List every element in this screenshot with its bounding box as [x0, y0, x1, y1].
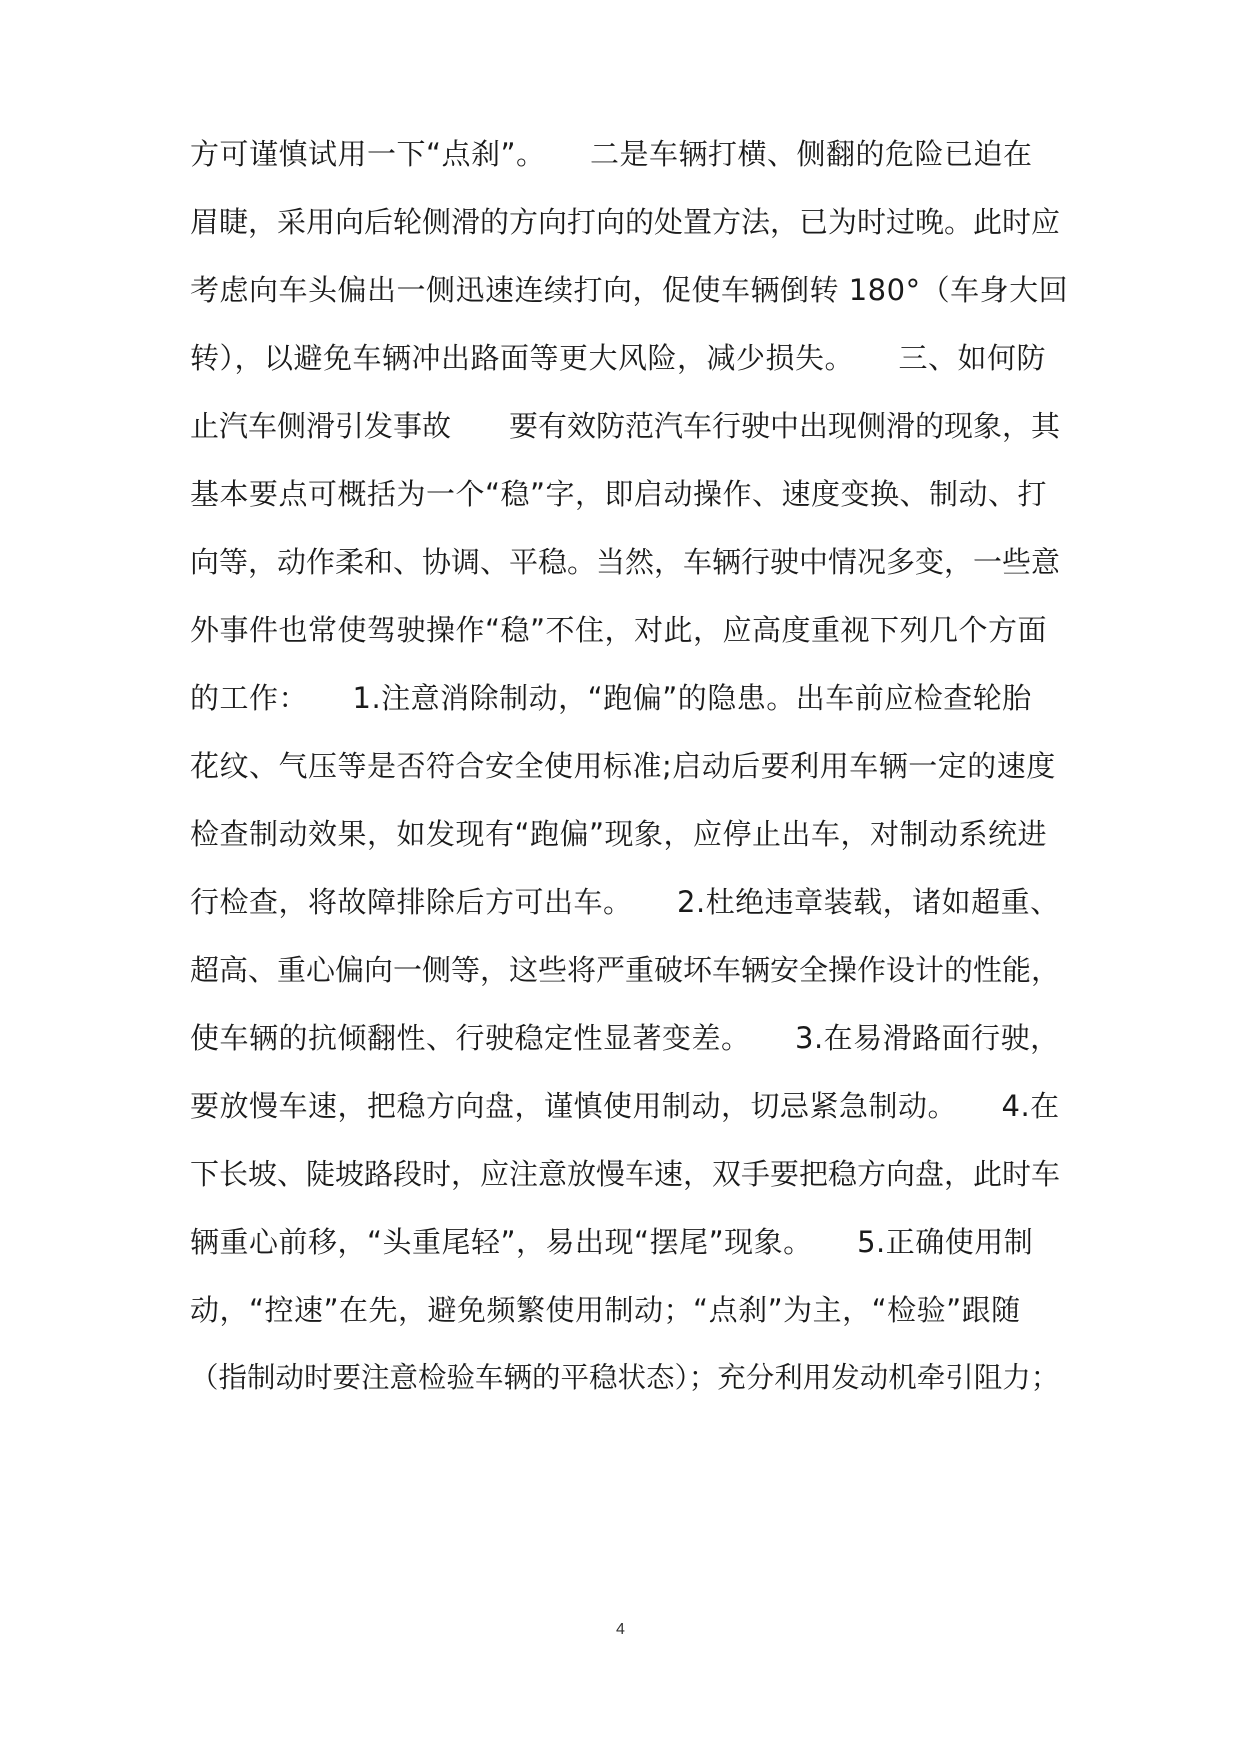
page-number: 4 — [616, 1621, 625, 1638]
text-line: 眉睫，采用向后轮侧滑的方向打向的处置方法，已为时过晚。此时应 — [190, 205, 1061, 239]
text-line: 检查制动效果，如发现有“跑偏”现象，应停止出车，对制动系统进 — [190, 817, 1048, 851]
text-line: 下长坡、陡坡路段时，应注意放慢车速，双手要把稳方向盘，此时车 — [190, 1157, 1061, 1191]
text-line: 转），以避免车辆冲出路面等更大风险，减少损失。 三、如何防 — [190, 341, 1047, 375]
text-line: 要放慢车速，把稳方向盘，谨慎使用制动，切忌紧急制动。 4.在 — [190, 1089, 1060, 1123]
text-line: 止汽车侧滑引发事故 要有效防范汽车行驶中出现侧滑的现象，其 — [190, 409, 1061, 443]
text-line: 辆重心前移，“头重尾轻”，易出现“摆尾”现象。 5.正确使用制 — [190, 1225, 1034, 1259]
text-line: 方可谨慎试用一下“点刹”。 二是车辆打横、侧翻的危险已迫在 — [190, 137, 1033, 171]
text-line: 动，“控速”在先，避免频繁使用制动；“点刹”为主，“检验”跟随 — [190, 1293, 1021, 1327]
text-line: 超高、重心偏向一侧等，这些将严重破坏车辆安全操作设计的性能， — [190, 953, 1061, 987]
text-line: 向等，动作柔和、协调、平稳。当然，车辆行驶中情况多变，一些意 — [190, 545, 1061, 579]
text-line: 的工作： 1.注意消除制动，“跑偏”的隐患。出车前应检查轮胎 — [190, 681, 1032, 715]
text-line: 使车辆的抗倾翻性、行驶稳定性显著变差。 3.在易滑路面行驶， — [190, 1021, 1060, 1055]
text-line: 基本要点可概括为一个“稳”字，即启动操作、速度变换、制动、打 — [190, 477, 1048, 511]
text-line: （指制动时要注意检验车辆的平稳状态）；充分利用发动机牵引阻力； — [190, 1361, 1060, 1394]
text-line: 行检查，将故障排除后方可出车。 2.杜绝违章装载，诸如超重、 — [190, 885, 1060, 919]
text-line: 外事件也常使驾驶操作“稳”不住，对此，应高度重视下列几个方面 — [190, 613, 1048, 647]
text-line: 花纹、气压等是否符合安全使用标准;启动后要利用车辆一定的速度 — [190, 749, 1056, 783]
text-line: 考虑向车头偏出一侧迅速连续打向，促使车辆倒转 180°（车身大回 — [190, 273, 1069, 307]
